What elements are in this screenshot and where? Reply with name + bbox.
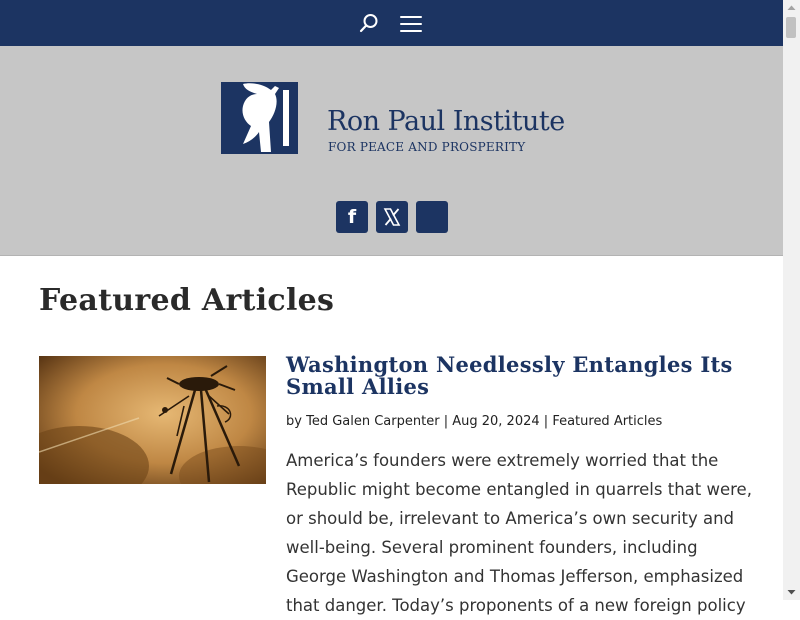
scroll-down-arrow-icon[interactable] xyxy=(783,584,800,600)
category-link[interactable]: Featured Articles xyxy=(552,414,663,429)
logo-tagline: FOR PEACE AND PROSPERITY xyxy=(328,140,526,154)
author-link[interactable]: Ted Galen Carpenter xyxy=(306,414,440,429)
article-date: Aug 20, 2024 xyxy=(452,414,540,429)
scroll-thumb[interactable] xyxy=(786,17,796,38)
top-navigation-bar xyxy=(0,0,783,46)
x-icon xyxy=(376,201,408,233)
byline-prefix: by xyxy=(286,414,302,429)
section-title: Featured Articles xyxy=(39,283,335,318)
meta-separator: | xyxy=(443,414,449,429)
scroll-up-arrow-icon[interactable] xyxy=(783,0,800,16)
dove-logo-icon xyxy=(221,82,298,154)
logo-name: Ron Paul Institute xyxy=(327,106,565,137)
meta-separator: | xyxy=(543,414,549,429)
facebook-icon: f xyxy=(347,206,357,228)
article-image xyxy=(39,356,266,484)
article-thumbnail[interactable] xyxy=(39,356,266,484)
site-logo[interactable] xyxy=(221,82,565,154)
blank-social-button[interactable] xyxy=(416,201,448,233)
vertical-scrollbar[interactable] xyxy=(783,0,800,600)
facebook-button[interactable] xyxy=(336,201,368,233)
article-title-link[interactable]: Washington Needlessly Entangles Its Small Allies xyxy=(286,352,733,399)
site-header xyxy=(0,46,783,256)
search-icon[interactable] xyxy=(359,13,379,33)
hamburger-menu-icon[interactable] xyxy=(400,16,422,32)
x-twitter-button[interactable] xyxy=(376,201,408,233)
article-meta xyxy=(286,414,662,429)
article-excerpt: America’s founders were extremely worried that the Republic might become entangled in quarrels that were, or should be, irrelevant to America’s own security and well-being. Several prominent founders, including George Washington and Thomas Jefferson, emphasized that danger. Today’s proponents of a new foreign policy xyxy=(286,451,752,615)
